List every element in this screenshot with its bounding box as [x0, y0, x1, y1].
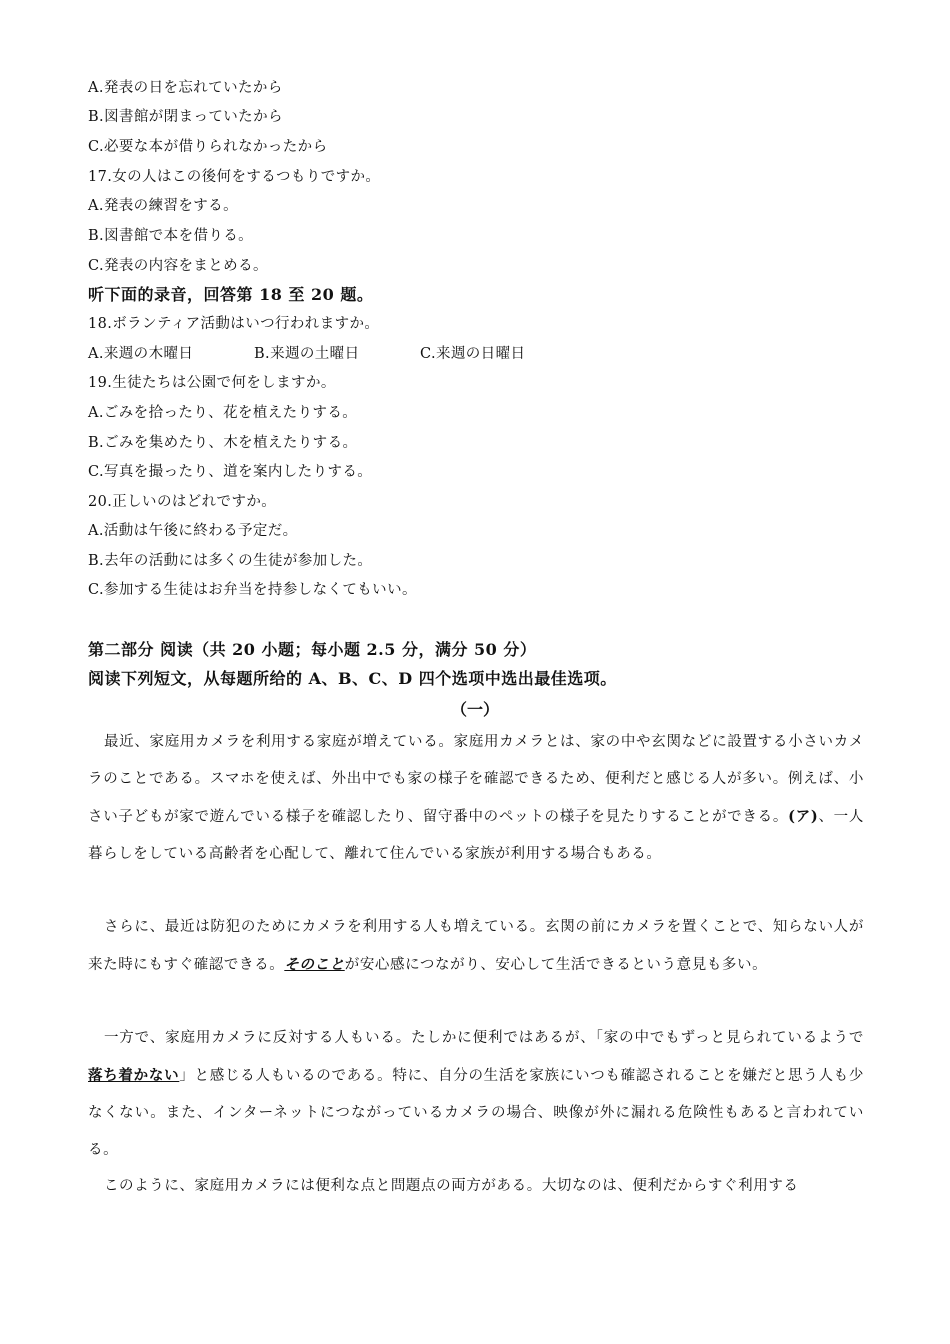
p1-text: 最近、家庭用カメラを利用する家庭が増えている。家庭用カメラとは、家の中や玄関などに設置する小さいカメラのことである。スマホを使えば、外出中でも家の様子を確認できるため、便利だと感じる人が多い。例えば、小さい子どもが家で遊んでいる様子を確認したり、留守番中のペットの様子を見たりすることができる。 — [88, 734, 864, 825]
q20-option-a: A.活動は午後に終わる予定だ。 — [88, 523, 298, 539]
p1-tail: 、一人暮らしをしている高齢者を心配して、離れて住んでいる家族が利用する場合もある。 — [88, 809, 864, 862]
p3-tail: 」と感じる人もいるのである。特に、自分の生活を家族にいつも確認されることを嫌だと思う人も少なくない。また、インターネットにつながっているカメラの場合、映像が外に漏れる危険性もあると言われている。 — [88, 1068, 864, 1158]
q19-question: 19.生徒たちは公園で何をしますか。 — [88, 375, 336, 391]
q18-option-b: B.来週の土曜日 — [254, 346, 360, 362]
q19-option-c: C.写真を撮ったり、道を案内したりする。 — [88, 464, 373, 480]
passage-paragraph-2 — [88, 909, 864, 984]
part2-instruction: 阅读下列短文，从每题所给的 A、B、C、D 四个选项中选出最佳选项。 — [88, 669, 617, 688]
q16-option-a: A.発表の日を忘れていたから — [88, 80, 283, 96]
q18-option-a: A.来週の木曜日 — [88, 346, 194, 362]
section-label: （一） — [450, 700, 499, 719]
blank-a-marker: (ア) — [788, 808, 819, 825]
passage-paragraph-4: このように、家庭用カメラには便利な点と問題点の両方がある。大切なのは、便利だからすぐ利用する — [103, 1178, 799, 1194]
q19-option-a: A.ごみを拾ったり、花を植えたりする。 — [88, 405, 358, 421]
q17-question: 17.女の人はこの後何をするつもりですか。 — [88, 169, 381, 185]
passage-paragraph-3 — [88, 1020, 864, 1169]
q20-question: 20.正しいのはどれですか。 — [88, 494, 277, 510]
q17-option-b: B.図書館で本を借りる。 — [88, 228, 254, 244]
q17-option-a: A.発表の練習をする。 — [88, 198, 238, 214]
p2-text: さらに、最近は防犯のためにカメラを利用する人も増えている。玄関の前にカメラを置くことで、知らない人が来た時にもすぐ確認できる。 — [88, 919, 864, 973]
q20-option-b: B.去年の活動には多くの生徒が参加した。 — [88, 553, 373, 569]
underlined-sonokoto: そのこと — [284, 956, 345, 973]
q18-option-c: C.来週の日曜日 — [420, 346, 526, 362]
q18-options — [88, 344, 525, 364]
q20-option-c: C.参加する生徒はお弁当を持参しなくてもいい。 — [88, 582, 417, 598]
listening-instruction: 听下面的录音，回答第 18 至 20 题。 — [88, 285, 374, 304]
p3-text: 一方で、家庭用カメラに反対する人もいる。たしかに便利ではあるが、「家の中でもずっと見られているようで — [103, 1030, 864, 1046]
q18-question: 18.ボランティア活動はいつ行われますか。 — [88, 316, 380, 332]
part2-heading: 第二部分 阅读（共 20 小题；每小题 2.5 分，满分 50 分） — [88, 640, 537, 659]
q16-option-b: B.図書館が閉まっていたから — [88, 109, 283, 125]
p2-tail: が安心感につながり、安心して生活できるという意見も多い。 — [344, 957, 768, 973]
passage-paragraph-1 — [88, 724, 864, 873]
q19-option-b: B.ごみを集めたり、木を植えたりする。 — [88, 435, 358, 451]
underlined-ochitsukanai: 落ち着かない — [88, 1067, 180, 1084]
q16-option-c: C.必要な本が借りられなかったから — [88, 139, 328, 155]
q17-option-c: C.発表の内容をまとめる。 — [88, 258, 268, 274]
